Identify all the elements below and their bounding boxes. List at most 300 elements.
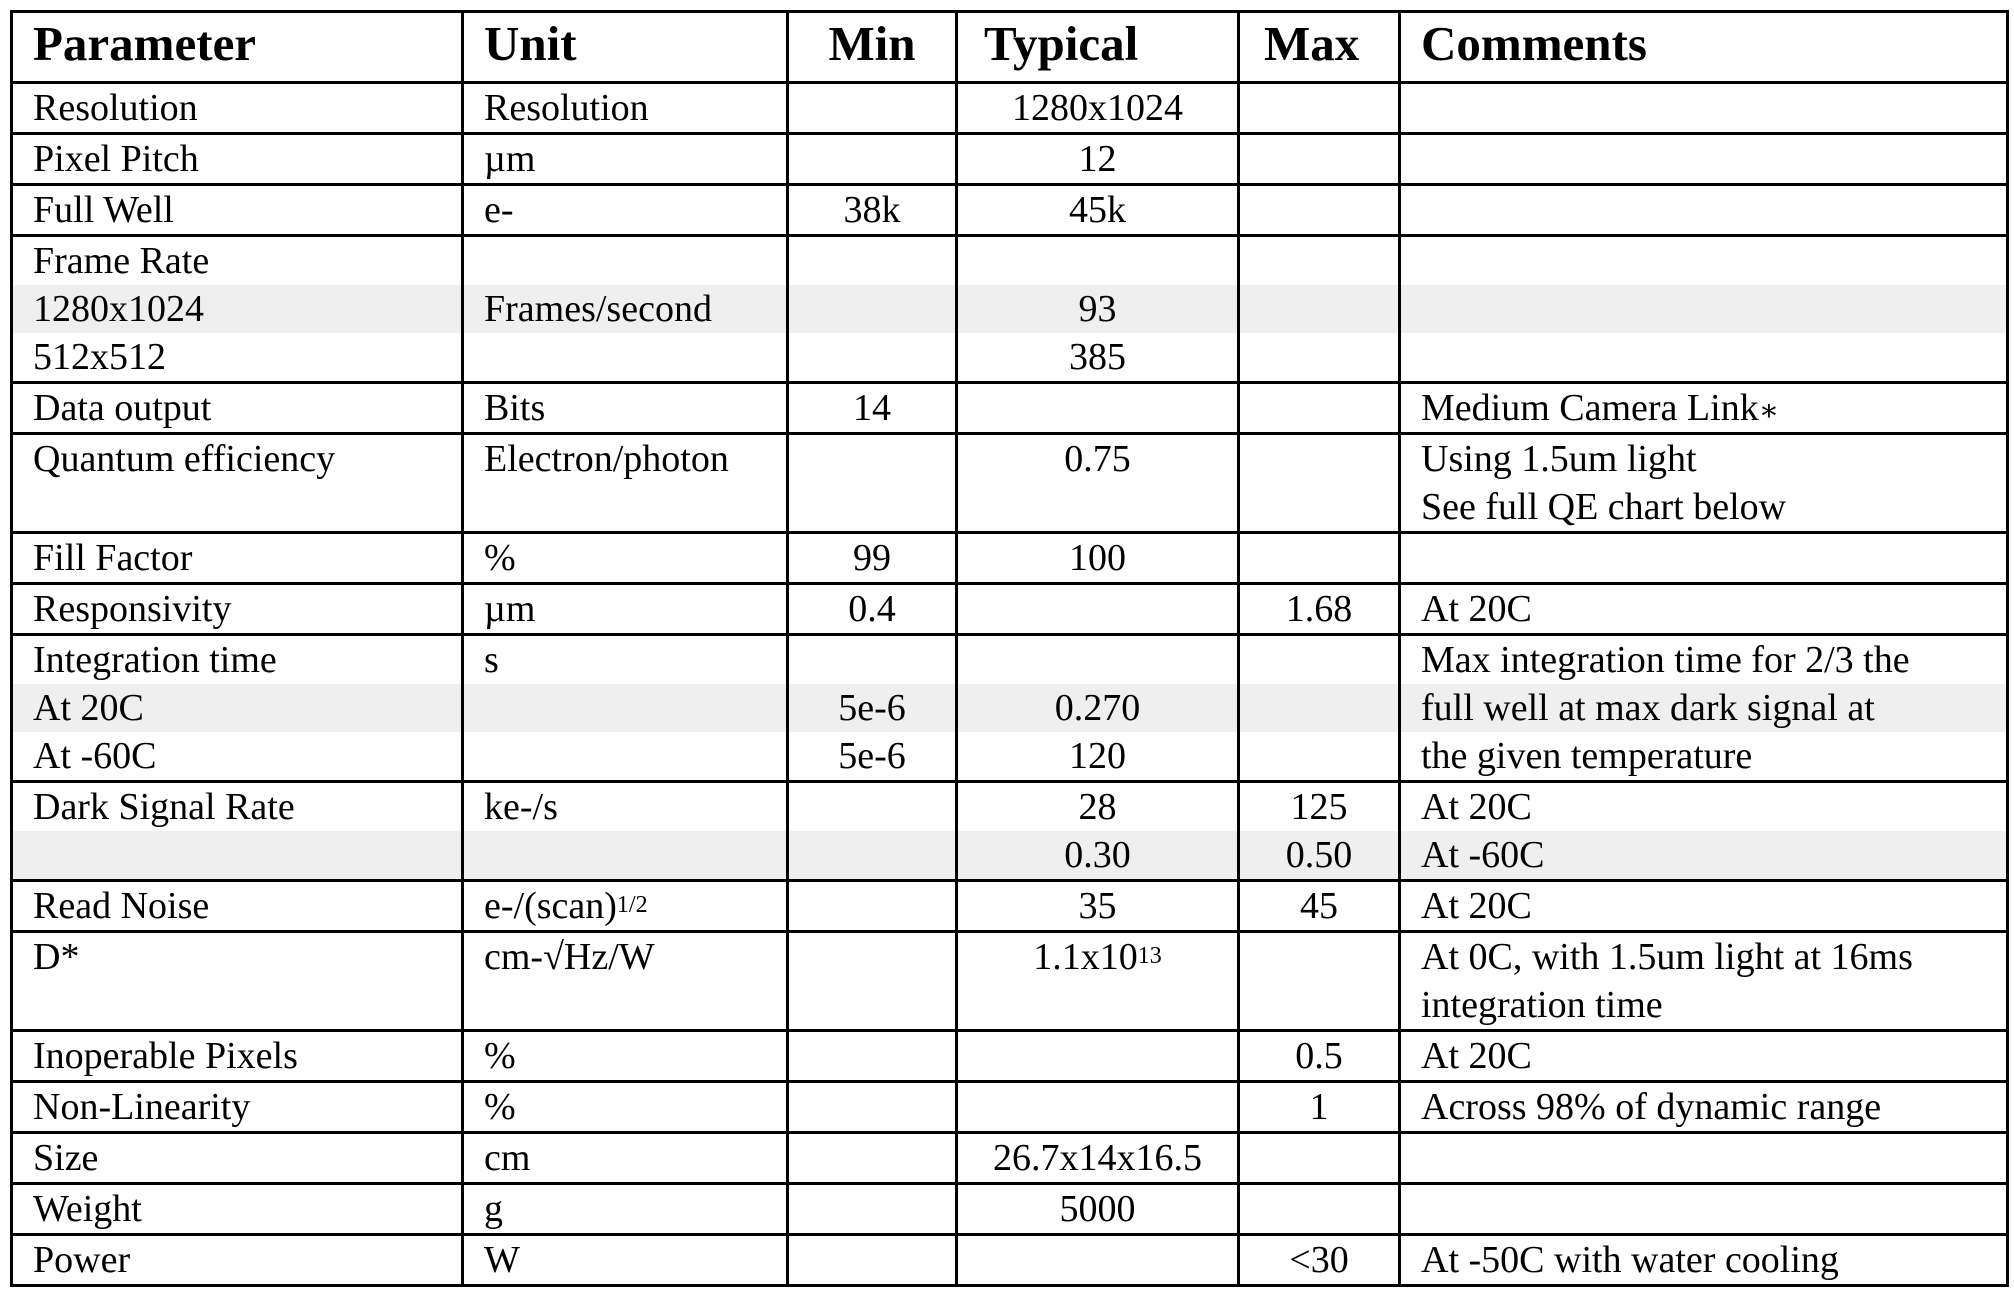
- cell-min: [788, 782, 957, 881]
- cell-line: [958, 135, 1237, 183]
- cell-text: Full Well: [33, 189, 174, 231]
- table-row: [12, 881, 2008, 932]
- cell-text: At 20C: [1421, 588, 1532, 630]
- cell-unit: [463, 1082, 788, 1133]
- cell-max: [1239, 185, 1400, 236]
- cell-line: [13, 933, 461, 981]
- cell-line: [464, 237, 786, 285]
- cell-line: [13, 1185, 461, 1233]
- cell-line: [958, 981, 1237, 1029]
- table-row: [12, 584, 2008, 635]
- cell-line: [13, 1032, 461, 1080]
- cell-text: 5000: [1059, 1188, 1136, 1230]
- cell-text: Medium Camera Link∗: [1421, 387, 1780, 429]
- cell-line: [1401, 84, 2006, 132]
- cell-text: See full QE chart below: [1421, 486, 1787, 528]
- cell-comments: [1400, 584, 2008, 635]
- cell-max: [1239, 584, 1400, 635]
- cell-line: [464, 534, 786, 582]
- cell-line: [789, 435, 955, 483]
- cell-min: [788, 134, 957, 185]
- cell-max: [1239, 434, 1400, 533]
- cell-text: 1.68: [1285, 588, 1353, 630]
- cell-unit: [463, 434, 788, 533]
- cell-text: 1280x1024: [1012, 87, 1183, 129]
- cell-text: 26.7x14x16.5: [993, 1137, 1202, 1179]
- cell-line: [789, 1083, 955, 1131]
- cell-line: [464, 783, 786, 831]
- cell-text: Across 98% of dynamic range: [1421, 1086, 1882, 1128]
- cell-text: At -50C with water cooling: [1421, 1239, 1839, 1281]
- cell-comments: [1400, 1184, 2008, 1235]
- cell-text: 0.30: [1064, 834, 1131, 876]
- cell-line: [958, 483, 1237, 531]
- cell-line: [1240, 732, 1398, 780]
- cell-line: [1401, 1185, 2006, 1233]
- cell-text: full well at max dark signal at: [1421, 687, 1875, 729]
- cell-line: [1401, 1083, 2006, 1131]
- cell-text: %: [484, 537, 516, 579]
- cell-line: [1240, 135, 1398, 183]
- cell-line: [13, 135, 461, 183]
- cell-comments: [1400, 932, 2008, 1031]
- cell-line: [789, 783, 955, 831]
- cell-text: Resolution: [33, 87, 198, 129]
- header-typical: Typical: [957, 12, 1239, 83]
- cell-line: [464, 1083, 786, 1131]
- cell-text: Quantum efficiency: [33, 438, 336, 480]
- cell-unit: [463, 932, 788, 1031]
- cell-text: 0.5: [1295, 1035, 1343, 1077]
- cell-line: [789, 933, 955, 981]
- cell-line: [1401, 882, 2006, 930]
- cell-parameter: [12, 236, 463, 383]
- header-comments: Comments: [1400, 12, 2008, 83]
- cell-line: [789, 831, 955, 879]
- table-row: [12, 1133, 2008, 1184]
- cell-line: [1401, 237, 2006, 285]
- cell-line: [13, 333, 461, 381]
- cell-unit: [463, 782, 788, 881]
- cell-line: [464, 1032, 786, 1080]
- cell-line: [464, 882, 786, 930]
- cell-comments: [1400, 881, 2008, 932]
- cell-line: [789, 882, 955, 930]
- cell-line: [13, 1083, 461, 1131]
- cell-text: At 20C: [1421, 786, 1532, 828]
- cell-text: At 20C: [1421, 1035, 1532, 1077]
- cell-text: Size: [33, 1137, 99, 1179]
- cell-line: [13, 435, 461, 483]
- cell-text: cm: [484, 1137, 531, 1179]
- cell-text: 100: [1069, 537, 1126, 579]
- cell-min: [788, 1082, 957, 1133]
- cell-text: e-: [484, 189, 514, 231]
- cell-text: %: [484, 1035, 516, 1077]
- cell-line: [1401, 135, 2006, 183]
- cell-max: [1239, 932, 1400, 1031]
- cell-min: [788, 932, 957, 1031]
- cell-typical: [957, 932, 1239, 1031]
- cell-text: 12: [1078, 138, 1117, 180]
- cell-line: [789, 585, 955, 633]
- cell-line: [1240, 534, 1398, 582]
- cell-typical: [957, 1031, 1239, 1082]
- cell-line: [1240, 1134, 1398, 1182]
- cell-text: 1280x1024: [33, 288, 204, 330]
- cell-parameter: [12, 83, 463, 134]
- cell-line: [464, 186, 786, 234]
- cell-text: 0.270: [1054, 687, 1141, 729]
- cell-line: [13, 1134, 461, 1182]
- cell-line: [464, 384, 786, 432]
- cell-line: [958, 882, 1237, 930]
- cell-text: Weight: [33, 1188, 142, 1230]
- table-row: [12, 1235, 2008, 1286]
- cell-line: [789, 1236, 955, 1284]
- cell-max: [1239, 533, 1400, 584]
- cell-line: [1401, 981, 2006, 1029]
- cell-text: At 20C: [1421, 885, 1532, 927]
- cell-text: Dark Signal Rate: [33, 786, 295, 828]
- table-row: [12, 533, 2008, 584]
- cell-text: 1: [1309, 1086, 1329, 1128]
- cell-min: [788, 584, 957, 635]
- cell-line: [464, 285, 786, 333]
- cell-comments: [1400, 533, 2008, 584]
- cell-parameter: [12, 782, 463, 881]
- cell-typical: [957, 782, 1239, 881]
- cell-max: [1239, 881, 1400, 932]
- cell-min: [788, 434, 957, 533]
- cell-line: [958, 84, 1237, 132]
- cell-line: [1240, 435, 1398, 483]
- cell-text: µm: [484, 138, 536, 180]
- cell-line: [13, 882, 461, 930]
- cell-line: [789, 135, 955, 183]
- cell-line: [13, 237, 461, 285]
- cell-line: [464, 684, 786, 732]
- cell-line: [464, 84, 786, 132]
- cell-comments: [1400, 782, 2008, 881]
- footnote-marker: ∗: [1758, 394, 1780, 427]
- cell-text: Fill Factor: [33, 537, 193, 579]
- cell-unit: [463, 533, 788, 584]
- cell-min: [788, 83, 957, 134]
- cell-unit: [463, 383, 788, 434]
- cell-comments: [1400, 434, 2008, 533]
- cell-line: [789, 1185, 955, 1233]
- header-row: [12, 12, 2008, 83]
- cell-text: 125: [1290, 786, 1348, 828]
- cell-typical: [957, 533, 1239, 584]
- cell-unit: [463, 1031, 788, 1082]
- cell-line: [464, 831, 786, 879]
- cell-min: [788, 533, 957, 584]
- cell-line: [789, 684, 955, 732]
- table-row: [12, 236, 2008, 383]
- cell-parameter: [12, 1235, 463, 1286]
- cell-text: <30: [1289, 1239, 1349, 1281]
- cell-typical: [957, 1235, 1239, 1286]
- cell-line: [1240, 84, 1398, 132]
- cell-text: 45: [1300, 885, 1338, 927]
- cell-line: [789, 483, 955, 531]
- header-min: Min: [788, 12, 957, 83]
- cell-text: %: [484, 1086, 516, 1128]
- cell-line: [1401, 1236, 2006, 1284]
- table-row: [12, 383, 2008, 434]
- cell-text: Read Noise: [33, 885, 210, 927]
- cell-line: [789, 237, 955, 285]
- cell-line: [789, 1032, 955, 1080]
- cell-min: [788, 1235, 957, 1286]
- cell-line: [1401, 384, 2006, 432]
- cell-parameter: [12, 185, 463, 236]
- cell-line: [1240, 831, 1398, 879]
- table-row: [12, 434, 2008, 533]
- table-row: [12, 185, 2008, 236]
- header-unit: Unit: [463, 12, 788, 83]
- cell-line: [13, 534, 461, 582]
- cell-line: [789, 84, 955, 132]
- cell-comments: [1400, 83, 2008, 134]
- cell-line: [1240, 237, 1398, 285]
- cell-line: [789, 384, 955, 432]
- cell-line: [13, 384, 461, 432]
- cell-parameter: [12, 635, 463, 782]
- cell-parameter: [12, 1082, 463, 1133]
- cell-line: [13, 732, 461, 780]
- cell-line: [1401, 285, 2006, 333]
- cell-line: [789, 636, 955, 684]
- cell-line: [958, 1083, 1237, 1131]
- cell-text: Pixel Pitch: [33, 138, 199, 180]
- dstar-exponent: 13: [1137, 943, 1162, 969]
- cell-unit: [463, 584, 788, 635]
- cell-text: 35: [1078, 885, 1117, 927]
- cell-text: 0.50: [1285, 834, 1353, 876]
- cell-unit: [463, 1133, 788, 1184]
- cell-line: [789, 732, 955, 780]
- cell-text: cm-√Hz/W: [484, 936, 655, 978]
- cell-line: [13, 186, 461, 234]
- read-noise-exponent: 1/2: [616, 892, 648, 918]
- cell-min: [788, 383, 957, 434]
- cell-line: [1401, 636, 2006, 684]
- cell-min: [788, 236, 957, 383]
- cell-text: 120: [1069, 735, 1126, 777]
- cell-line: [789, 333, 955, 381]
- cell-unit: [463, 635, 788, 782]
- cell-line: [13, 84, 461, 132]
- cell-comments: [1400, 1133, 2008, 1184]
- cell-typical: [957, 881, 1239, 932]
- cell-line: [958, 636, 1237, 684]
- cell-parameter: [12, 1184, 463, 1235]
- cell-line: [464, 333, 786, 381]
- cell-text: Electron/photon: [484, 438, 729, 480]
- cell-line: [958, 237, 1237, 285]
- cell-line: [1240, 1236, 1398, 1284]
- cell-min: [788, 1133, 957, 1184]
- cell-line: [1240, 1032, 1398, 1080]
- cell-line: [13, 783, 461, 831]
- cell-line: [1240, 684, 1398, 732]
- cell-line: [13, 1236, 461, 1284]
- cell-line: [958, 384, 1237, 432]
- header-parameter: Parameter: [12, 12, 463, 83]
- cell-max: [1239, 1133, 1400, 1184]
- cell-text: Using 1.5um light: [1421, 438, 1697, 480]
- cell-typical: [957, 584, 1239, 635]
- cell-min: [788, 1184, 957, 1235]
- table-row: [12, 1082, 2008, 1133]
- cell-line: [1401, 732, 2006, 780]
- cell-min: [788, 881, 957, 932]
- cell-line: [1401, 1032, 2006, 1080]
- cell-text: At 0C, with 1.5um light at 16ms: [1421, 936, 1913, 978]
- cell-text: 28: [1078, 786, 1117, 828]
- cell-max: [1239, 236, 1400, 383]
- cell-line: [789, 534, 955, 582]
- cell-line: [1240, 384, 1398, 432]
- cell-min: [788, 185, 957, 236]
- cell-line: [1240, 882, 1398, 930]
- cell-line: [1240, 636, 1398, 684]
- cell-typical: [957, 1133, 1239, 1184]
- cell-line: [958, 186, 1237, 234]
- cell-line: [464, 1134, 786, 1182]
- cell-line: [1240, 186, 1398, 234]
- cell-line: [958, 732, 1237, 780]
- cell-parameter: [12, 932, 463, 1031]
- cell-text: 385: [1069, 336, 1126, 378]
- cell-text: 1.1x10: [1033, 936, 1138, 978]
- cell-line: [464, 732, 786, 780]
- cell-text: Responsivity: [33, 588, 232, 630]
- cell-typical: [957, 635, 1239, 782]
- cell-max: [1239, 782, 1400, 881]
- cell-line: [1401, 684, 2006, 732]
- cell-parameter: [12, 533, 463, 584]
- cell-text: s: [484, 639, 499, 681]
- cell-line: [1401, 534, 2006, 582]
- cell-line: [464, 585, 786, 633]
- cell-comments: [1400, 134, 2008, 185]
- cell-parameter: [12, 434, 463, 533]
- cell-line: [1401, 933, 2006, 981]
- cell-text: Resolution: [484, 87, 649, 129]
- cell-line: [464, 933, 786, 981]
- cell-unit: [463, 881, 788, 932]
- cell-text: At -60C: [33, 735, 157, 777]
- table-row: [12, 932, 2008, 1031]
- spec-table: [10, 10, 2009, 1287]
- cell-text: 0.4: [848, 588, 896, 630]
- cell-line: [958, 783, 1237, 831]
- cell-line: [1240, 483, 1398, 531]
- cell-line: [789, 285, 955, 333]
- cell-text: Frames/second: [484, 288, 712, 330]
- cell-max: [1239, 1184, 1400, 1235]
- cell-parameter: [12, 1133, 463, 1184]
- cell-line: [958, 285, 1237, 333]
- cell-line: [1401, 186, 2006, 234]
- cell-text: Max integration time for 2/3 the: [1421, 639, 1910, 681]
- cell-line: [1240, 585, 1398, 633]
- cell-typical: [957, 83, 1239, 134]
- cell-line: [1401, 1134, 2006, 1182]
- cell-comments: [1400, 635, 2008, 782]
- cell-unit: [463, 1184, 788, 1235]
- cell-unit: [463, 134, 788, 185]
- cell-text: 0.75: [1064, 438, 1131, 480]
- cell-comments: [1400, 1031, 2008, 1082]
- cell-text: Integration time: [33, 639, 277, 681]
- cell-comments: [1400, 1235, 2008, 1286]
- cell-text: 45k: [1069, 189, 1126, 231]
- cell-line: [13, 585, 461, 633]
- cell-comments: [1400, 383, 2008, 434]
- cell-text: µm: [484, 588, 536, 630]
- cell-unit: [463, 236, 788, 383]
- cell-line: [789, 981, 955, 1029]
- cell-text: At -60C: [1421, 834, 1545, 876]
- cell-comments: [1400, 236, 2008, 383]
- cell-line: [958, 1134, 1237, 1182]
- cell-text: Inoperable Pixels: [33, 1035, 298, 1077]
- header-max: Max: [1239, 12, 1400, 83]
- cell-line: [958, 684, 1237, 732]
- cell-line: [1240, 933, 1398, 981]
- cell-line: [464, 483, 786, 531]
- cell-parameter: [12, 134, 463, 185]
- cell-line: [464, 981, 786, 1029]
- table-row: [12, 782, 2008, 881]
- cell-max: [1239, 134, 1400, 185]
- cell-parameter: [12, 881, 463, 932]
- cell-line: [1401, 585, 2006, 633]
- cell-text: At 20C: [33, 687, 144, 729]
- cell-line: [13, 981, 461, 1029]
- cell-line: [13, 285, 461, 333]
- cell-text: ke-/s: [484, 786, 558, 828]
- cell-unit: [463, 185, 788, 236]
- cell-typical: [957, 236, 1239, 383]
- cell-line: [1240, 333, 1398, 381]
- cell-line: [1401, 435, 2006, 483]
- cell-line: [789, 1134, 955, 1182]
- cell-line: [464, 1236, 786, 1284]
- table-row: [12, 1184, 2008, 1235]
- cell-line: [1240, 1083, 1398, 1131]
- cell-line: [958, 1032, 1237, 1080]
- cell-line: [464, 135, 786, 183]
- cell-line: [1401, 483, 2006, 531]
- cell-max: [1239, 83, 1400, 134]
- cell-line: [13, 831, 461, 879]
- cell-typical: [957, 1082, 1239, 1133]
- cell-line: [1401, 333, 2006, 381]
- table-row: [12, 1031, 2008, 1082]
- cell-max: [1239, 1235, 1400, 1286]
- cell-text: 5e-6: [838, 687, 906, 729]
- cell-parameter: [12, 383, 463, 434]
- cell-typical: [957, 383, 1239, 434]
- cell-max: [1239, 635, 1400, 782]
- cell-text: integration time: [1421, 984, 1663, 1026]
